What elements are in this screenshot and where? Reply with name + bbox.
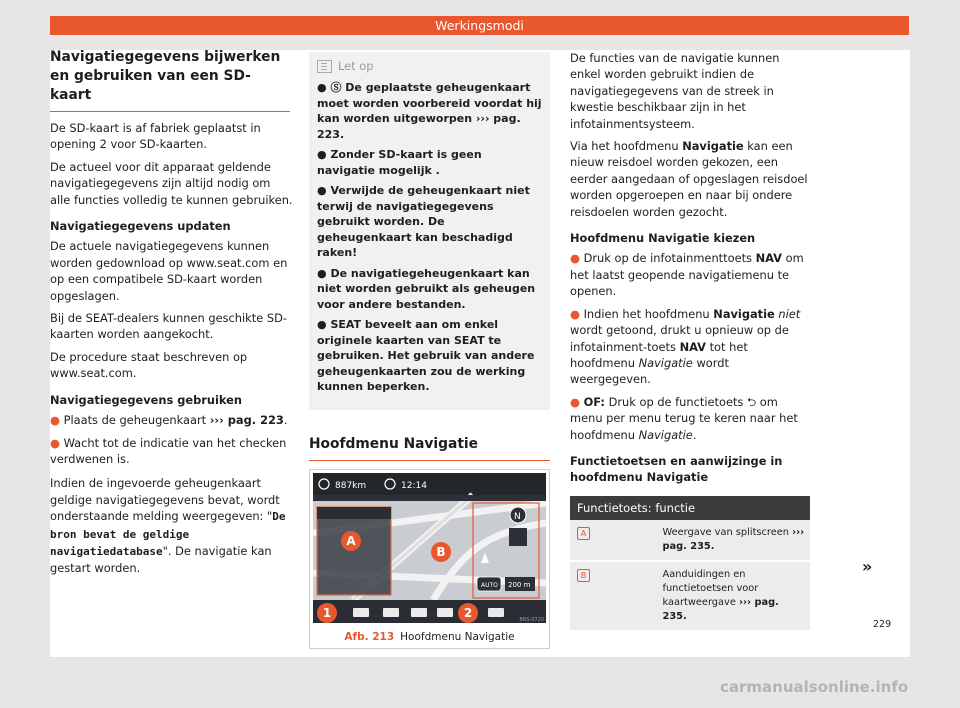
menu-name: Navigatie	[638, 427, 693, 442]
menu-name: Navigatie	[713, 306, 775, 321]
text: kan een nieuw reisdoel worden gekozen, een eerder aangedaan of opgeslagen reisdoel worden opgeroepen en naar bij ondere reisdoelen worden gezocht.	[570, 139, 808, 219]
caution-item: ● Ⓢ De geplaatste geheugenkaart moet worden voorbereid voordat hij kan worden uitgeworpen ››› pag. 223.	[317, 81, 542, 141]
function-key-table	[570, 496, 810, 632]
figure-caption-text: Hoofdmenu Navigatie	[400, 631, 515, 644]
text: Weergave van splitscreen	[662, 526, 789, 538]
message-code: De bron bevat de geldige navigatiedatabase	[50, 510, 286, 558]
bullet-item	[570, 250, 810, 299]
softkey-route-icon[interactable]	[353, 608, 369, 617]
callout-b: B	[431, 542, 451, 562]
page-ref-link[interactable]: ››› pag. 235.	[662, 596, 779, 622]
subheading-use: Navigatiegegevens gebruiken	[50, 392, 242, 407]
caution-item: ● Verwijde de geheugenkaart niet terwij de navigatiegegevens gebruikt worden. De geheugenkaart kan beschadigd raken!	[317, 184, 530, 260]
menu-name: Navigatie	[638, 355, 693, 370]
bullet-icon: ●	[50, 435, 60, 450]
time-readout: 12:14	[401, 481, 427, 492]
bullet-icon: ●	[570, 394, 580, 409]
menu-name: Navigatie	[682, 139, 744, 154]
table-cell-key	[570, 562, 663, 630]
subheading-update: Navigatiegegevens updaten	[50, 219, 231, 234]
section-title-main-menu: Hoofdmenu Navigatie	[309, 436, 550, 461]
figure-label: Afb. 213	[344, 631, 395, 644]
bullet-icon: ●	[570, 306, 580, 321]
continue-mark: »	[862, 557, 873, 576]
caution-title: Let op	[338, 59, 374, 73]
softkey-destination-icon[interactable]	[383, 608, 399, 617]
nav-screen	[313, 473, 546, 623]
table-cell-key	[570, 520, 663, 560]
callout-2: 2	[458, 603, 478, 623]
paragraph: De procedure staat beschreven op www.seat.com.	[50, 349, 248, 381]
softkey-flag-icon[interactable]	[411, 608, 427, 617]
settings-gear-icon[interactable]	[488, 608, 504, 617]
note-icon	[317, 60, 332, 73]
page-ref-link[interactable]: ››› pag. 235.	[662, 526, 805, 552]
column-3	[570, 50, 810, 632]
subheading-select-menu: Hoofdmenu Navigatie kiezen	[570, 231, 756, 246]
table-header: Functietoets: functie	[570, 496, 810, 520]
text: tot het hoofdmenu	[570, 339, 748, 370]
paragraph: De actueel voor dit apparaat geldende navigatiegegevens zijn altijd nodig om alle functies volledig te kunnen gebruiken.	[50, 159, 293, 207]
bullet-item	[570, 306, 810, 388]
bullet-item	[570, 394, 810, 443]
subheading-function-keys: Functietoetsen en aanwijzinge in hoofdmenu Navigatie	[570, 453, 783, 485]
column-1	[50, 48, 293, 583]
bullet-icon: ●	[570, 251, 580, 266]
text: wordt getoond, drukt u opnieuw op de infotainment-toets	[570, 323, 789, 354]
table-row	[570, 562, 810, 632]
paragraph: De SD-kaart is af fabriek geplaatst in opening 2 voor SD-kaarten.	[50, 121, 261, 152]
compass-label: N	[514, 512, 521, 523]
figure-navigation-main-menu	[309, 469, 550, 649]
text: .	[692, 427, 697, 442]
caution-header	[317, 58, 542, 74]
paragraph: De actuele navigatiegegevens kunnen worden gedownload op www.seat.com en op een compatibele SD-kaart worden opgeslagen.	[50, 239, 288, 303]
key-badge: B	[577, 569, 590, 582]
bullet-text: Wacht tot de indicatie van het checken verdwenen is.	[50, 435, 287, 466]
text: OF:	[583, 394, 605, 409]
back-arrow-icon: ⮌	[747, 394, 757, 409]
text: Indien het hoofdmenu	[583, 306, 714, 321]
caution-text: De navigatiegeheugenkaart kan niet worden gebruikt als geheugen voor andere bestanden.	[317, 266, 536, 311]
section-title-sd-card: Navigatiegegevens bijwerken en gebruiken van een SD-kaart	[50, 48, 290, 112]
page-number: 229	[873, 619, 892, 630]
caution-item: ● Zonder SD-kaart is geen navigatie mogelijk .	[317, 148, 482, 177]
paragraph: Bij de SEAT-dealers kunnen geschikte SD-kaarten worden aangekocht.	[50, 311, 287, 342]
caution-item: ● SEAT beveelt aan om enkel originele kaarten van SEAT te gebruiken. Het gebruik van andere geheugenkaarten zou de werking kunnen beperken.	[317, 318, 535, 394]
text: Druk op de functietoets	[604, 394, 747, 409]
paragraph: De functies van de navigatie kunnen enkel worden gebruikt indien de navigatiegegevens van de streek in kwestie beschikbaar zijn in het infotainmentsysteem.	[570, 51, 780, 131]
bullet-text: Plaats de geheugenkaart	[63, 413, 207, 428]
text: Indien de ingevoerde geheugenkaart geldige navigatiegegevens bevat, wordt onderstaande melding weergegeven: "	[50, 476, 280, 524]
poi-button[interactable]	[509, 528, 527, 546]
column-2	[309, 50, 550, 649]
text: Aanduidingen en functietoetsen voor kaartweergave	[662, 568, 759, 608]
bullet-item	[50, 435, 293, 468]
bullet-item: ● Plaats de geheugenkaart ››› pag. 223.	[50, 413, 288, 428]
softkey-map-icon[interactable]	[437, 608, 453, 617]
distance-readout: 887km	[335, 481, 367, 492]
paragraph	[50, 475, 293, 576]
table-row	[570, 520, 810, 562]
text: Via het hoofdmenu	[570, 139, 683, 154]
caution-box	[309, 50, 550, 410]
caution-text: Verwijde de geheugenkaart niet terwij de navigatiegegevens gebruikt worden. De geheugenkaart kan beschadigd raken!	[317, 184, 530, 260]
section-header: Werkingsmodi	[50, 16, 909, 35]
text: ". De navigatie kan gestart worden.	[50, 543, 272, 576]
nav-key-icon: NAV	[755, 251, 782, 266]
callout-a: A	[341, 531, 361, 551]
key-badge: A	[577, 527, 590, 540]
text: Druk op de infotainmenttoets	[583, 251, 756, 266]
text: om menu per menu terug te keren naar het hoofdmenu	[570, 394, 798, 442]
scale-label: 200 m	[508, 581, 531, 590]
figure-caption	[310, 626, 549, 648]
caution-item: ● De navigatiegeheugenkaart kan niet worden gebruikt als geheugen voor andere bestanden.	[317, 266, 536, 311]
text: niet	[774, 306, 801, 321]
text: om het laatst geopende navigatiemenu te openen.	[570, 251, 804, 299]
auto-label: AUTO	[481, 582, 498, 590]
bullet-icon: ●	[50, 413, 60, 428]
caution-text: SEAT beveelt aan om enkel originele kaarten van SEAT te gebruiken. Het gebruik van andere geheugenkaarten zou de werking kunnen beperken.	[317, 318, 535, 394]
caution-text: Zonder SD-kaart is geen navigatie mogelijk .	[317, 148, 482, 177]
nav-key-icon: NAV	[679, 339, 706, 354]
caution-text: Ⓢ De geplaatste geheugenkaart moet worden voorbereid voordat hij kan worden uitgeworpen ››› pag. 223.	[317, 81, 542, 141]
callout-1: 1	[317, 603, 337, 623]
text: wordt weergegeven.	[570, 355, 729, 387]
figure-code: BRS-0720	[519, 617, 544, 624]
watermark: carmanualsonline.info	[720, 678, 909, 696]
table-cell-function	[663, 520, 811, 560]
paragraph	[570, 138, 810, 220]
table-cell-function	[663, 562, 811, 630]
page-ref-link[interactable]: ››› pag. 223	[209, 413, 284, 428]
